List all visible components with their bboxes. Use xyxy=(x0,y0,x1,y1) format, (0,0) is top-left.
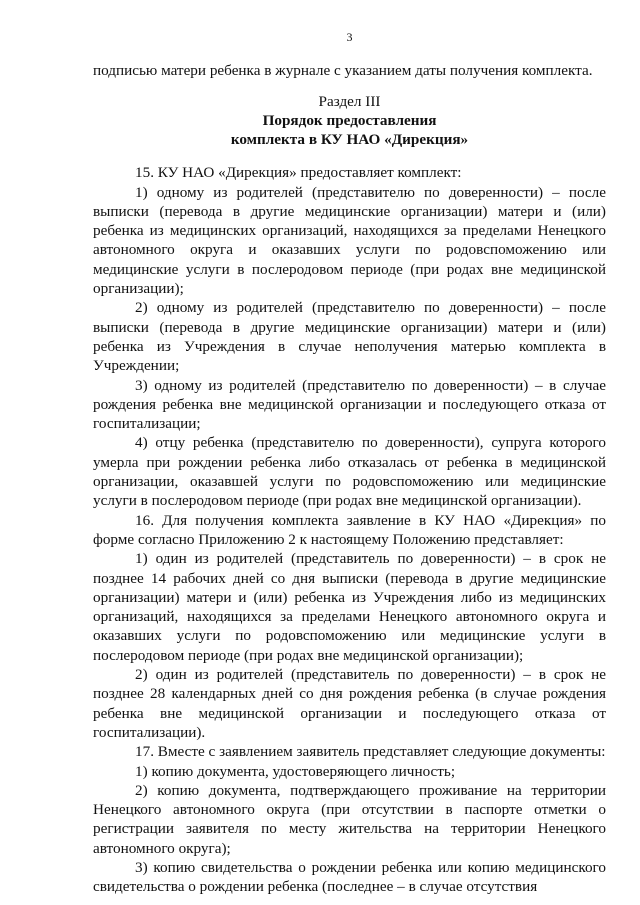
section-title xyxy=(93,111,606,149)
paragraph-15-item-1: 1) одному из родителей (представителю по доверенности) – после выписки (перевода в другие медицинские организации) матери и (или) ребенка из медицинских организаций, находящихся за пределами Ненецкого автономного округа и оказавших услуги по родовспоможению или медицинские услуги в послеродовом периоде (при родах вне медицинской организации); xyxy=(93,183,606,298)
paragraph-15-item-2: 2) одному из родителей (представителю по доверенности) – после выписки (перевода в другие медицинские организации) матери и (или) ребенка из Учреждения в случае неполучения матерью комплекта в Учреждении; xyxy=(93,299,606,375)
section-title-line-2: комплекта в КУ НАО «Дирекция» xyxy=(230,131,469,149)
paragraph-15-item-4: 4) отцу ребенка (представителю по доверенности), супруга которого умерла при рождении ребенка либо отказалась от ребенка в медицинской организации, оказавшей услуги по родовспоможению или медицинские услуги в послеродовом периоде (при родах вне медицинской организации). xyxy=(93,434,606,510)
paragraph-17-item-3: 3) копию свидетельства о рождении ребенка или копию медицинского свидетельства о рождении ребенка (последнее – в случае отсутствия xyxy=(93,858,606,896)
paragraph-16: 16. Для получения комплекта заявление в КУ НАО «Дирекция» по форме согласно Приложению 2 к настоящему Положению представляет: xyxy=(93,511,606,548)
page-number: 3 xyxy=(346,30,353,44)
paragraph-15: 15. КУ НАО «Дирекция» предоставляет комплект: xyxy=(135,164,462,182)
paragraph-17-item-2: 2) копию документа, подтверждающего проживание на территории Ненецкого автономного округа (при отсутствии в паспорте отметки о регистрации заявителя по месту жительства на территории Ненецкого автономного округа); xyxy=(93,781,606,857)
paragraph-17-item-1: 1) копию документа, удостоверяющего личность; xyxy=(135,762,456,780)
paragraph-16-item-2: 2) один из родителей (представитель по доверенности) – в срок не позднее 28 календарных дней со дня рождения ребенка (в случае рождения ребенка вне медицинской организации и последующего отказа от госпитализации). xyxy=(93,666,606,741)
intro-line: подписью матери ребенка в журнале с указанием даты получения комплекта. xyxy=(93,62,593,79)
section-title-line-1: Порядок предоставления xyxy=(262,112,437,130)
paragraph-16-item-1: 1) один из родителей (представитель по доверенности) – в срок не позднее 14 рабочих дней со дня выписки (перевода в другие медицинские организации) матери и (или) ребенка из Учреждения либо из медицинских организаций, находящихся за пределами Ненецкого автономного округа и оказавших услуги по родовспоможению или медицинские услуги в послеродовом периоде (при родах вне медицинской организации); xyxy=(93,550,606,664)
paragraph-15-item-3: 3) одному из родителей (представителю по доверенности) – в случае рождения ребенка вне медицинской организации и последующего отказа от госпитализации; xyxy=(93,376,606,433)
paragraph-17: 17. Вместе с заявлением заявитель представляет следующие документы: xyxy=(135,743,606,761)
section-label: Раздел III xyxy=(318,93,381,111)
